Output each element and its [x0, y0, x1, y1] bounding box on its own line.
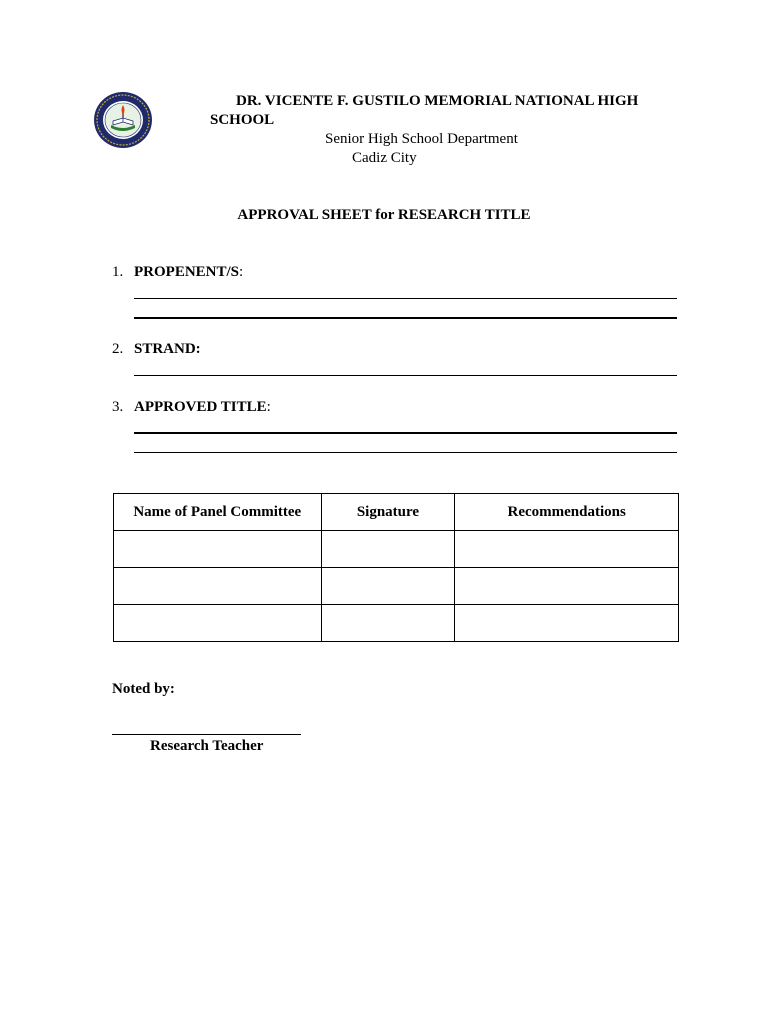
propenents-line-1[interactable] — [134, 298, 677, 299]
column-header-recommendations: Recommendations — [455, 494, 679, 531]
item-label: STRAND: — [134, 341, 201, 357]
noted-by-label: Noted by: — [112, 681, 175, 697]
school-name-line1: DR. VICENTE F. GUSTILO MEMORIAL NATIONAL HIGH — [236, 93, 639, 109]
table-cell[interactable] — [114, 568, 322, 605]
item-label: PROPENENT/S — [134, 264, 240, 280]
strand-line[interactable] — [134, 375, 677, 376]
item-suffix: : — [266, 399, 271, 415]
item-label: APPROVED TITLE — [134, 399, 267, 415]
table-cell[interactable] — [455, 531, 679, 568]
table-row — [114, 531, 679, 568]
table-cell[interactable] — [321, 605, 455, 642]
school-seal-logo — [93, 91, 153, 149]
table-row — [114, 605, 679, 642]
table-cell[interactable] — [455, 605, 679, 642]
item-suffix: : — [239, 264, 244, 280]
approved-title-line-2[interactable] — [134, 452, 677, 453]
department-name: Senior High School Department — [325, 131, 518, 147]
table-cell[interactable] — [114, 531, 322, 568]
city-name: Cadiz City — [352, 150, 417, 166]
item-number: 2. — [112, 341, 124, 357]
table-row — [114, 568, 679, 605]
item-number: 1. — [112, 264, 124, 280]
table-cell[interactable] — [321, 568, 455, 605]
table-cell[interactable] — [455, 568, 679, 605]
approved-title-line-1[interactable] — [134, 432, 677, 434]
column-header-signature: Signature — [321, 494, 455, 531]
signature-line[interactable] — [112, 734, 301, 735]
school-name-line2: SCHOOL — [210, 112, 275, 128]
item-propenents — [112, 264, 243, 281]
table-header-row — [114, 494, 679, 531]
item-strand — [112, 341, 201, 358]
table-cell[interactable] — [114, 605, 322, 642]
item-number: 3. — [112, 399, 124, 415]
propenents-line-2[interactable] — [134, 317, 677, 319]
table-cell[interactable] — [321, 531, 455, 568]
panel-committee-table — [113, 493, 679, 642]
sheet-title: APPROVAL SHEET for RESEARCH TITLE — [237, 207, 531, 223]
column-header-panel-name: Name of Panel Committee — [114, 494, 322, 531]
research-teacher-label: Research Teacher — [150, 738, 264, 754]
item-approved-title — [112, 399, 271, 416]
